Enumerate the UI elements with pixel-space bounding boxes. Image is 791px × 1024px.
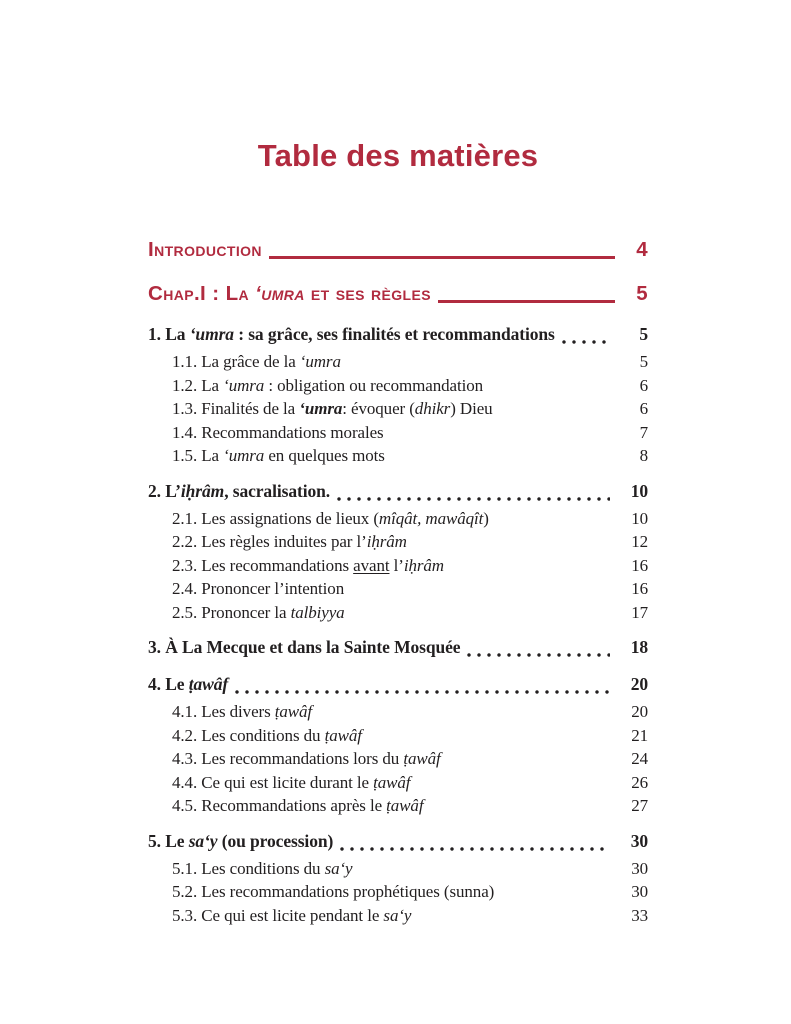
leader-dots (562, 338, 610, 348)
toc-entry-label (172, 724, 362, 748)
toc-entry-label (172, 397, 493, 421)
toc-label-segment: l’ (389, 555, 404, 575)
page-number: 5 (639, 352, 648, 371)
toc-label-segment: (ou procession) (217, 830, 334, 851)
toc-entry-sub (148, 857, 648, 881)
toc-entry-sub (148, 350, 648, 374)
toc-label-segment: 4.4. Ce qui est licite durant le (172, 772, 374, 792)
page-number: 10 (631, 508, 648, 528)
toc-label-segment: 4.1. Les divers (172, 702, 275, 721)
toc-label-segment: 5.1. Les conditions du (172, 858, 325, 878)
toc-label-segment: ṭawâf (188, 674, 229, 694)
toc-entry-label (172, 747, 441, 771)
page-number: 21 (631, 725, 648, 745)
toc-label-segment: dhikr (414, 399, 451, 418)
toc-label-segment: 5.2. Les recommandations prophétiques (sunna) (172, 882, 495, 901)
page-number: 26 (631, 772, 648, 792)
toc-label-segment: sa‘y (324, 858, 353, 878)
page-number: 30 (630, 830, 648, 851)
toc-entry-sub (148, 577, 648, 601)
toc-label-segment: ) Dieu (450, 399, 493, 418)
toc-label-segment: Chap.I : La (148, 282, 256, 305)
page-number: 30 (631, 882, 648, 901)
toc-label-segment: 1.4. Recommandations morales (172, 422, 384, 442)
leader-dots (235, 688, 610, 698)
toc-label-segment: iḥrâm (403, 555, 444, 575)
page-number: 7 (639, 422, 648, 442)
toc-entry-sub (148, 771, 648, 795)
toc-entry-section (148, 828, 648, 855)
toc-label-segment: talbiyya (290, 602, 345, 622)
toc-label-segment: 2.4. Prononcer l’intention (172, 579, 345, 598)
toc-label-segment: ‘umra (299, 352, 341, 371)
toc-label-segment: 1.2. La (172, 375, 224, 395)
toc-entry-sub (148, 554, 648, 578)
toc-label-segment: ) (483, 508, 489, 528)
page-number: 6 (639, 399, 648, 418)
toc-entry-label (148, 321, 555, 348)
toc-label-segment: 2.3. Les recommandations (172, 555, 354, 575)
page-number: 12 (631, 532, 648, 551)
toc-entry-label (172, 577, 344, 601)
toc-entry-sub (148, 904, 648, 928)
toc-label-segment: ṭawâf (324, 725, 362, 745)
page-number: 18 (630, 637, 648, 657)
toc-label-segment: ṭawâf (274, 702, 313, 721)
toc-entry-sub (148, 444, 648, 468)
toc-label-segment: ‘umra (299, 399, 343, 418)
page-number: 6 (639, 375, 648, 395)
page-number: 20 (630, 674, 648, 694)
leader-line (438, 300, 615, 303)
toc-entry-label (172, 700, 312, 724)
page-number: 33 (631, 905, 648, 925)
page-number: 5 (636, 282, 648, 305)
toc-entry-label (172, 857, 353, 881)
toc-entry-chapter (148, 281, 648, 307)
toc-entry-section (148, 671, 648, 698)
toc-entry-sub (148, 397, 648, 421)
toc-label-segment: 2.2. Les règles induites par l’ (172, 532, 367, 551)
toc-entry-sub (148, 794, 648, 818)
toc-label-segment: ṭawâf (386, 796, 424, 815)
toc-label-segment: , sacralisation. (224, 480, 331, 501)
page-number: 16 (631, 555, 648, 575)
toc-label-segment: iḥrâm (366, 532, 407, 551)
toc-label-segment: mîqât, mawâqît (378, 508, 484, 528)
toc-label-segment: iḥrâm (180, 480, 225, 501)
toc-label-segment: 4.5. Recommandations après le (172, 796, 387, 815)
toc-label-segment: ‘umra (255, 282, 305, 305)
toc-label-segment: 4.3. Les recommandations lors du (172, 749, 404, 768)
page-number: 24 (631, 749, 648, 768)
toc-label-segment: : évoquer ( (342, 399, 415, 418)
leader-dots (467, 651, 610, 661)
toc-entry-sub (148, 880, 648, 904)
toc-entry-label (172, 444, 385, 468)
toc-entry-label (148, 237, 262, 263)
leader-line (269, 256, 615, 259)
page-number: 20 (631, 702, 648, 721)
toc-entry-chapter (148, 237, 648, 263)
toc-entry-section (148, 478, 648, 505)
page-number: 17 (631, 602, 648, 622)
toc-entry-label (148, 478, 330, 505)
toc-entry-label (172, 350, 341, 374)
leader-dots (337, 495, 610, 505)
toc-entry-label (172, 374, 483, 398)
toc-entry-label (172, 880, 494, 904)
toc-entry-label (172, 554, 444, 578)
page-number: 27 (631, 796, 648, 815)
toc-entry-label (148, 281, 431, 307)
toc-entry-sub (148, 530, 648, 554)
toc-label-segment: 5. Le (148, 830, 189, 851)
toc-label-segment: ‘umra (223, 446, 265, 465)
toc-entry-label (172, 794, 423, 818)
toc-label-segment: 2.5. Prononcer la (172, 602, 291, 622)
page-number: 30 (631, 858, 648, 878)
toc-label-segment: ṭawâf (403, 749, 441, 768)
toc-entry-section (148, 634, 648, 661)
toc-entry-label (172, 530, 407, 554)
toc-entry-label (148, 634, 460, 661)
page-number: 4 (636, 238, 648, 261)
toc-label-segment: 1.1. La grâce de la (172, 352, 300, 371)
toc-label-segment: 2.1. Les assignations de lieux ( (172, 508, 379, 528)
toc-entry-label (172, 507, 489, 531)
toc-label-segment: 4.2. Les conditions du (172, 725, 325, 745)
toc-entry-sub (148, 601, 648, 625)
toc-label-segment: ‘umra (189, 324, 234, 344)
page-number: 10 (630, 480, 648, 501)
toc-label-segment: ṭawâf (373, 772, 411, 792)
leader-dots (340, 845, 610, 855)
toc-entry-sub (148, 507, 648, 531)
toc-entry-section (148, 321, 648, 348)
toc-label-segment: 1.5. La (172, 446, 224, 465)
toc-entry-sub (148, 724, 648, 748)
toc-label-segment: 1.3. Finalités de la (172, 399, 300, 418)
toc-label-segment: 3. À La Mecque et dans la Sainte Mosquée (148, 637, 461, 657)
toc-label-segment: 4. Le (148, 674, 189, 694)
toc-label-segment: en quelques mots (264, 446, 385, 465)
toc-label-segment: 1. La (148, 324, 190, 344)
toc-label-segment: 2. L’ (148, 480, 181, 501)
toc-entry-sub (148, 421, 648, 445)
toc-entry-sub (148, 700, 648, 724)
toc-label-segment: avant (353, 555, 390, 575)
toc-label-segment: sa‘y (383, 905, 412, 925)
toc-label-segment: 5.3. Ce qui est licite pendant le (172, 905, 384, 925)
page-number: 5 (639, 324, 648, 344)
toc-entry-label (148, 828, 333, 855)
toc-entries (148, 237, 648, 927)
toc-entry-label (172, 601, 345, 625)
page-title: Table des matières (257, 138, 539, 173)
toc-entry-label (172, 421, 384, 445)
toc-label-segment: : obligation ou recommandation (264, 375, 483, 395)
page-number: 8 (639, 446, 648, 465)
toc-label-segment: sa‘y (188, 830, 218, 851)
toc-label-segment: Introduction (148, 238, 262, 261)
toc-entry-label (172, 771, 410, 795)
toc-label-segment: ‘umra (223, 375, 265, 395)
toc-entry-label (172, 904, 411, 928)
toc-label-segment: : sa grâce, ses finalités et recommandations (233, 324, 555, 344)
toc-entry-sub (148, 747, 648, 771)
toc-entry-label (148, 671, 228, 698)
toc-entry-sub (148, 374, 648, 398)
toc-label-segment: et ses règles (304, 282, 431, 305)
page-number: 16 (631, 579, 648, 598)
